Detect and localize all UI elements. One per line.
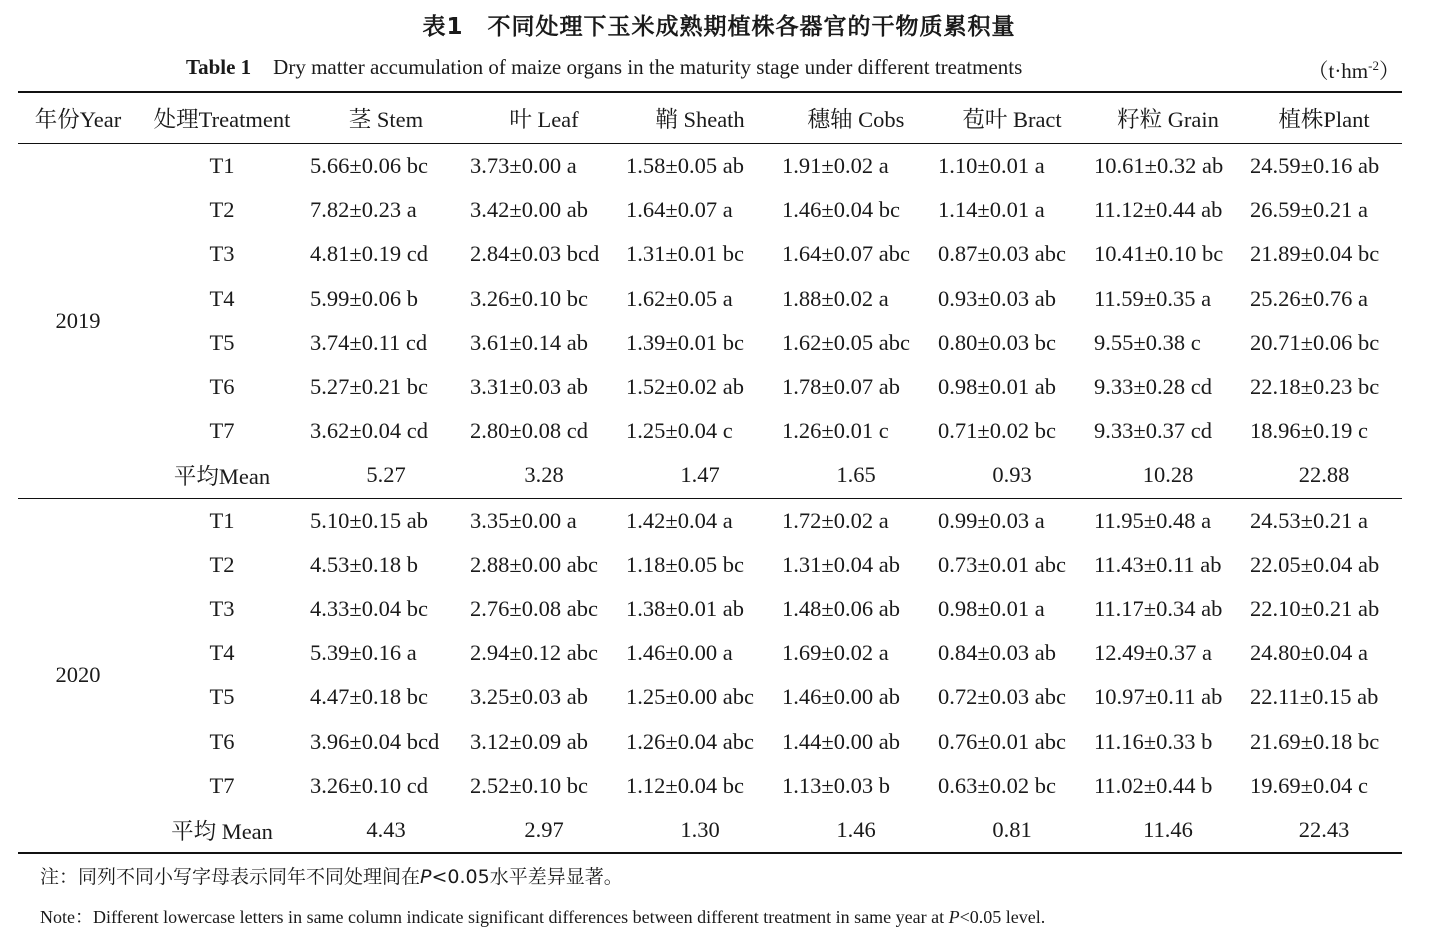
value-cell: 2.52±0.10 bc — [470, 772, 588, 798]
value-cell: 11.16±0.33 b — [1094, 728, 1213, 754]
header-cobs: 穗轴 Cobs — [778, 92, 934, 144]
table-row — [18, 498, 1402, 543]
value-cell: 1.31±0.01 bc — [626, 241, 744, 267]
mean-value-cell: 3.28 — [524, 462, 564, 488]
value-cell: 1.18±0.05 bc — [626, 551, 744, 577]
table-row — [18, 675, 1402, 719]
footnote-cn-p: P — [420, 866, 432, 888]
mean-row — [18, 453, 1402, 498]
treatment-cell: T1 — [138, 144, 306, 189]
value-cell: 7.82±0.23 a — [310, 197, 417, 223]
mean-value-cell: 22.88 — [1298, 462, 1350, 488]
data-table — [18, 91, 1402, 854]
footnote-chinese — [40, 862, 623, 889]
table-row — [18, 764, 1402, 808]
value-cell: 11.43±0.11 ab — [1094, 551, 1222, 577]
mean-label: 平均Mean — [173, 464, 271, 490]
value-cell: 11.12±0.44 ab — [1094, 197, 1223, 223]
mean-value-cell: 1.30 — [622, 808, 778, 853]
mean-label: 平均 Mean — [138, 808, 306, 853]
value-cell: 4.33±0.04 bc — [310, 595, 428, 621]
value-cell: 11.95±0.48 a — [1090, 498, 1246, 543]
table-title-chinese: 表1 不同处理下玉米成熟期植株各器官的干物质累积量 — [422, 14, 1016, 40]
value-cell: 10.97±0.11 ab — [1094, 684, 1223, 710]
value-cell: 0.76±0.01 abc — [938, 728, 1066, 754]
value-cell: 1.12±0.04 bc — [626, 772, 744, 798]
header-plant: 植株Plant — [1246, 92, 1402, 144]
mean-value-cell: 0.93 — [992, 462, 1032, 488]
value-cell: 5.10±0.15 ab — [306, 498, 466, 543]
value-cell: 12.49±0.37 a — [1094, 640, 1212, 666]
value-cell: 2.88±0.00 abc — [470, 551, 598, 577]
value-cell: 1.39±0.01 bc — [626, 329, 744, 355]
value-cell: 1.42±0.04 a — [622, 498, 778, 543]
value-cell: 0.93±0.03 ab — [938, 285, 1056, 311]
value-cell: 1.25±0.00 abc — [626, 684, 754, 710]
value-cell: 24.59±0.16 ab — [1246, 144, 1402, 189]
value-cell: 5.27±0.21 bc — [310, 374, 428, 400]
value-cell: 3.73±0.00 a — [466, 144, 622, 189]
unit-text: （t·hm — [1307, 59, 1369, 83]
value-cell: 24.80±0.04 a — [1250, 640, 1368, 666]
value-cell: 4.53±0.18 b — [310, 551, 418, 577]
header-row — [18, 92, 1402, 144]
value-cell: 1.91±0.02 a — [778, 144, 934, 189]
value-cell: 1.46±0.04 bc — [782, 197, 900, 223]
value-cell: 22.05±0.04 ab — [1250, 551, 1380, 577]
treatment-cell: T7 — [209, 418, 235, 444]
value-cell: 26.59±0.21 a — [1250, 197, 1368, 223]
value-cell: 1.25±0.04 c — [626, 418, 733, 444]
mean-value-cell: 2.97 — [466, 808, 622, 853]
value-cell: 9.33±0.28 cd — [1094, 374, 1212, 400]
value-cell: 11.17±0.34 ab — [1094, 595, 1223, 621]
value-cell: 3.26±0.10 cd — [310, 772, 428, 798]
treatment-cell: T2 — [209, 551, 235, 577]
treatment-cell: T5 — [209, 329, 235, 355]
value-cell: 22.11±0.15 ab — [1250, 684, 1379, 710]
treatment-cell: T6 — [209, 728, 235, 754]
value-cell: 0.87±0.03 abc — [938, 241, 1066, 267]
mean-value-cell: 11.46 — [1090, 808, 1246, 853]
value-cell: 2.80±0.08 cd — [470, 418, 588, 444]
value-cell: 5.39±0.16 a — [310, 640, 417, 666]
table-number-label: Table 1 — [186, 55, 252, 79]
table-row — [18, 232, 1402, 276]
table-row — [18, 277, 1402, 321]
table-row — [18, 543, 1402, 587]
treatment-cell: T6 — [209, 374, 235, 400]
table-body — [18, 144, 1402, 854]
treatment-cell: T3 — [209, 241, 235, 267]
mean-value-cell: 1.46 — [778, 808, 934, 853]
value-cell: 1.13±0.03 b — [782, 772, 890, 798]
table-row — [18, 188, 1402, 232]
value-cell: 5.99±0.06 b — [310, 285, 418, 311]
value-cell: 1.31±0.04 ab — [782, 551, 900, 577]
value-cell: 19.69±0.04 c — [1250, 772, 1368, 798]
value-cell: 18.96±0.19 c — [1250, 418, 1368, 444]
value-cell: 2.76±0.08 abc — [470, 595, 598, 621]
value-cell: 0.73±0.01 abc — [938, 551, 1066, 577]
footnote-en-p: P — [948, 907, 960, 927]
value-cell: 3.96±0.04 bcd — [310, 728, 440, 754]
mean-value-cell: 5.27 — [366, 462, 406, 488]
treatment-cell: T2 — [209, 197, 235, 223]
header-grain: 籽粒 Grain — [1090, 92, 1246, 144]
value-cell: 0.72±0.03 abc — [938, 684, 1066, 710]
value-cell: 1.46±0.00 ab — [782, 684, 900, 710]
value-cell: 1.58±0.05 ab — [622, 144, 778, 189]
table-row — [18, 631, 1402, 675]
unit-exponent: -2 — [1368, 58, 1379, 73]
footnote-cn-suffix: <0.05水平差异显著。 — [431, 866, 623, 888]
table-unit — [1307, 55, 1400, 85]
value-cell: 1.62±0.05 a — [626, 285, 733, 311]
mean-value-cell: 1.47 — [680, 462, 720, 488]
value-cell: 3.61±0.14 ab — [470, 329, 588, 355]
treatment-cell: T5 — [209, 684, 235, 710]
value-cell: 22.10±0.21 ab — [1250, 595, 1380, 621]
value-cell: 11.59±0.35 a — [1094, 285, 1212, 311]
value-cell: 1.64±0.07 abc — [782, 241, 910, 267]
header-year: 年份Year — [18, 92, 138, 144]
treatment-cell: T4 — [209, 640, 235, 666]
mean-value-cell: 10.28 — [1142, 462, 1194, 488]
value-cell: 0.71±0.02 bc — [938, 418, 1056, 444]
value-cell: 1.14±0.01 a — [938, 197, 1045, 223]
footnote-cn-prefix: 注：同列不同小写字母表示同年不同处理间在 — [40, 866, 421, 888]
table-row — [18, 587, 1402, 631]
value-cell: 4.47±0.18 bc — [310, 684, 428, 710]
value-cell: 1.88±0.02 a — [782, 285, 889, 311]
mean-value-cell: 22.43 — [1246, 808, 1402, 853]
value-cell: 0.99±0.03 a — [934, 498, 1090, 543]
value-cell: 24.53±0.21 a — [1246, 498, 1402, 543]
value-cell: 1.78±0.07 ab — [782, 374, 900, 400]
mean-value-cell: 0.81 — [934, 808, 1090, 853]
table-title-english-text: Dry matter accumulation of maize organs in the maturity stage under different treatments — [273, 55, 1023, 79]
treatment-cell: T3 — [209, 595, 235, 621]
table-row — [18, 409, 1402, 453]
table-title-english — [186, 55, 1022, 80]
mean-value-cell: 4.43 — [306, 808, 466, 853]
value-cell: 3.42±0.00 ab — [470, 197, 588, 223]
value-cell: 20.71±0.06 bc — [1250, 329, 1380, 355]
value-cell: 1.72±0.02 a — [778, 498, 934, 543]
value-cell: 3.74±0.11 cd — [310, 329, 428, 355]
value-cell: 3.25±0.03 ab — [470, 684, 588, 710]
treatment-cell: T4 — [209, 285, 235, 311]
value-cell: 1.62±0.05 abc — [782, 329, 910, 355]
value-cell: 1.64±0.07 a — [626, 197, 733, 223]
value-cell: 1.69±0.02 a — [782, 640, 889, 666]
header-sheath: 鞘 Sheath — [622, 92, 778, 144]
value-cell: 21.89±0.04 bc — [1250, 241, 1380, 267]
value-cell: 21.69±0.18 bc — [1250, 728, 1380, 754]
value-cell: 1.26±0.01 c — [782, 418, 889, 444]
value-cell: 1.48±0.06 ab — [782, 595, 900, 621]
value-cell: 1.46±0.00 a — [626, 640, 733, 666]
value-cell: 0.98±0.01 a — [938, 595, 1045, 621]
header-bract: 苞叶 Bract — [934, 92, 1090, 144]
table-row — [18, 365, 1402, 409]
table-row — [18, 144, 1402, 189]
value-cell: 3.31±0.03 ab — [470, 374, 588, 400]
value-cell: 2.84±0.03 bcd — [470, 241, 600, 267]
value-cell: 0.98±0.01 ab — [938, 374, 1056, 400]
table-row — [18, 719, 1402, 763]
header-treatment: 处理Treatment — [138, 92, 306, 144]
value-cell: 10.61±0.32 ab — [1090, 144, 1246, 189]
value-cell: 1.52±0.02 ab — [626, 374, 744, 400]
table-row — [18, 321, 1402, 365]
footnote-en-prefix: Note：Different lowercase letters in same column indicate significant differences between different treatment in same year at — [40, 907, 949, 927]
value-cell: 4.81±0.19 cd — [310, 241, 428, 267]
treatment-cell: T7 — [209, 772, 235, 798]
value-cell: 2.94±0.12 abc — [470, 640, 598, 666]
value-cell: 0.63±0.02 bc — [938, 772, 1056, 798]
value-cell: 22.18±0.23 bc — [1250, 374, 1380, 400]
value-cell: 25.26±0.76 a — [1250, 285, 1368, 311]
mean-value-cell: 1.65 — [836, 462, 876, 488]
treatment-cell: T1 — [138, 498, 306, 543]
header-leaf: 叶 Leaf — [466, 92, 622, 144]
value-cell: 1.38±0.01 ab — [626, 595, 744, 621]
value-cell: 1.10±0.01 a — [934, 144, 1090, 189]
value-cell: 3.35±0.00 a — [466, 498, 622, 543]
value-cell: 5.66±0.06 bc — [306, 144, 466, 189]
unit-close: ） — [1379, 59, 1400, 83]
value-cell: 3.26±0.10 bc — [470, 285, 588, 311]
value-cell: 9.55±0.38 c — [1094, 329, 1201, 355]
footnote-en-suffix: <0.05 level. — [959, 907, 1046, 927]
value-cell: 10.41±0.10 bc — [1094, 241, 1224, 267]
value-cell: 3.62±0.04 cd — [310, 418, 428, 444]
value-cell: 11.02±0.44 b — [1094, 772, 1213, 798]
mean-row — [18, 808, 1402, 853]
value-cell: 0.84±0.03 ab — [938, 640, 1056, 666]
footnote-english — [40, 903, 1045, 929]
value-cell: 0.80±0.03 bc — [938, 329, 1056, 355]
value-cell: 3.12±0.09 ab — [470, 728, 588, 754]
value-cell: 1.44±0.00 ab — [782, 728, 900, 754]
year-cell: 2020 — [18, 498, 138, 853]
value-cell: 9.33±0.37 cd — [1094, 418, 1212, 444]
value-cell: 1.26±0.04 abc — [626, 728, 754, 754]
year-cell: 2019 — [18, 144, 138, 499]
header-stem: 茎 Stem — [306, 92, 466, 144]
